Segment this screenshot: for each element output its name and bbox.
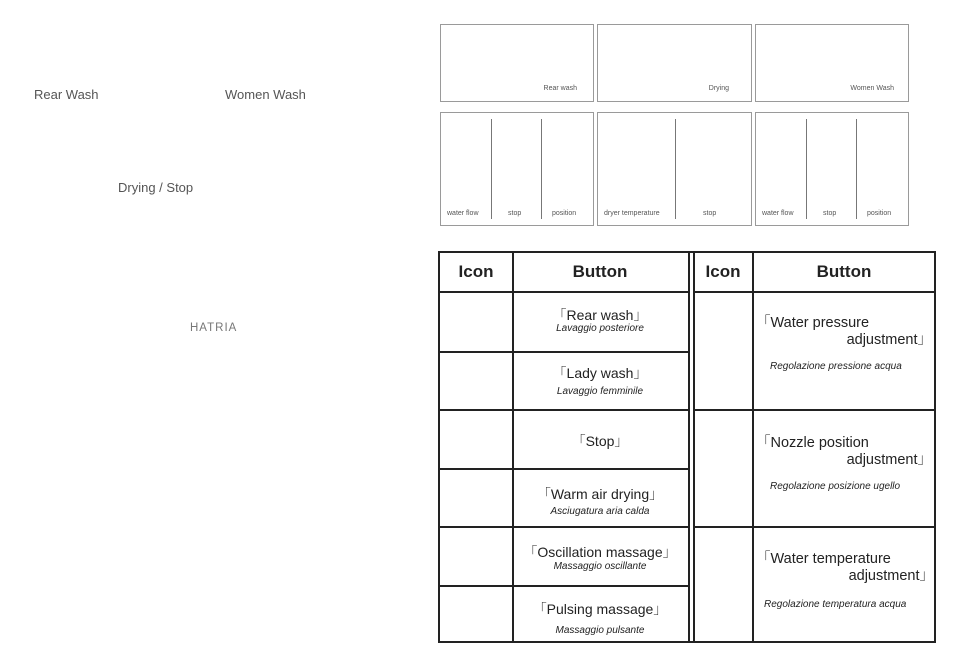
dial-icon — [123, 59, 211, 147]
guide-stop-icon — [507, 180, 522, 195]
pulsing-massage-icon — [480, 625, 494, 630]
water-temperature-subtitle: Regolazione temperatura acqua — [764, 599, 907, 610]
table-header-button: Button — [512, 253, 688, 293]
guide-caption-rear-wash: Rear wash — [543, 85, 577, 92]
right-arrow-icon — [188, 38, 240, 72]
nozzle-position-label — [756, 435, 932, 469]
water-pressure-subtitle: Regolazione pressione acqua — [770, 361, 902, 372]
nozzle-position-icon — [710, 469, 736, 474]
remote-brand-logo: HATRIA — [190, 322, 238, 334]
drying-stop-label: Drying / Stop — [118, 180, 194, 195]
lady-wash-icon — [471, 358, 481, 368]
rear-wash-button-label: 「Rear wash」 — [552, 307, 648, 323]
rear-wash-label: Rear Wash — [34, 87, 99, 102]
rear-wash-icon — [465, 304, 487, 312]
guide-middle-panel — [597, 112, 752, 226]
pulsing-massage-subtitle: Massaggio pulsante — [555, 625, 645, 636]
water-temperature-line1: 「Water temperature — [756, 551, 891, 567]
water-drop-icon — [718, 340, 726, 357]
oscillation-massage-button-label: 「Oscillation massage」 — [523, 544, 677, 560]
guide-caption-water-flow-2: water flow — [762, 210, 794, 217]
guide-caption-stop: stop — [508, 210, 522, 217]
water-temperature-up-icon — [714, 547, 730, 555]
table-header-button-2: Button — [752, 253, 936, 293]
oscillation-massage-subtitle: Massaggio oscillante — [553, 561, 647, 572]
guide-caption-position: position — [552, 210, 577, 217]
table-header-icon-2: Icon — [694, 253, 752, 293]
nozzle-position-up-icon — [714, 425, 730, 433]
guide-caption-stop-3: stop — [823, 210, 837, 217]
table-header-icon: Icon — [440, 253, 512, 293]
guide-caption-water-flow: water flow — [447, 210, 479, 217]
guide-drying-panel — [597, 24, 752, 102]
warm-air-drying-button-label: 「Warm air drying」 — [536, 486, 664, 502]
button-table — [438, 251, 936, 643]
guide-caption-drying: Drying — [708, 85, 729, 92]
lady-wash-subtitle: Lavaggio femminile — [556, 386, 644, 397]
guide-caption-women-wash: Women Wash — [850, 85, 894, 92]
guide-caption-position-2: position — [867, 210, 892, 217]
stop-icon — [469, 431, 483, 445]
warm-air-drying-subtitle: Asciugatura aria calda — [550, 506, 650, 517]
fan-icon — [465, 481, 488, 505]
water-pressure-up-icon — [714, 309, 730, 317]
nozzle-position-subtitle: Regolazione posizione ugello — [770, 481, 901, 492]
stop-button-label: 「Stop」 — [571, 433, 629, 449]
guide-caption-stop-2: stop — [703, 210, 717, 217]
water-pressure-line2: adjustment」 — [846, 332, 932, 348]
water-temperature-label — [756, 551, 934, 585]
nozzle-position-down-icon — [714, 505, 730, 513]
nozzle-position-line1: 「Nozzle position — [756, 435, 869, 451]
women-wash-label: Women Wash — [225, 87, 306, 102]
water-pressure-down-icon — [714, 387, 730, 395]
remote-stop-button — [63, 355, 75, 366]
thermometer-icon — [718, 573, 724, 597]
oscillation-massage-icon — [480, 566, 494, 571]
water-pressure-line1: 「Water pressure — [756, 315, 870, 331]
guide-women-wash-panel — [755, 24, 909, 102]
water-temperature-down-icon — [714, 615, 730, 623]
guide-caption-dryer-temperature: dryer temperature — [604, 210, 660, 217]
rear-wash-subtitle: Lavaggio posteriore — [556, 323, 644, 334]
left-arrow-icon — [88, 38, 146, 68]
water-temperature-line2: adjustment」 — [848, 568, 934, 584]
water-pressure-label — [756, 315, 932, 349]
pulsing-massage-button-label: 「Pulsing massage」 — [532, 601, 668, 617]
nozzle-position-line2: adjustment」 — [846, 452, 932, 468]
lady-wash-button-label: 「Lady wash」 — [552, 365, 648, 381]
